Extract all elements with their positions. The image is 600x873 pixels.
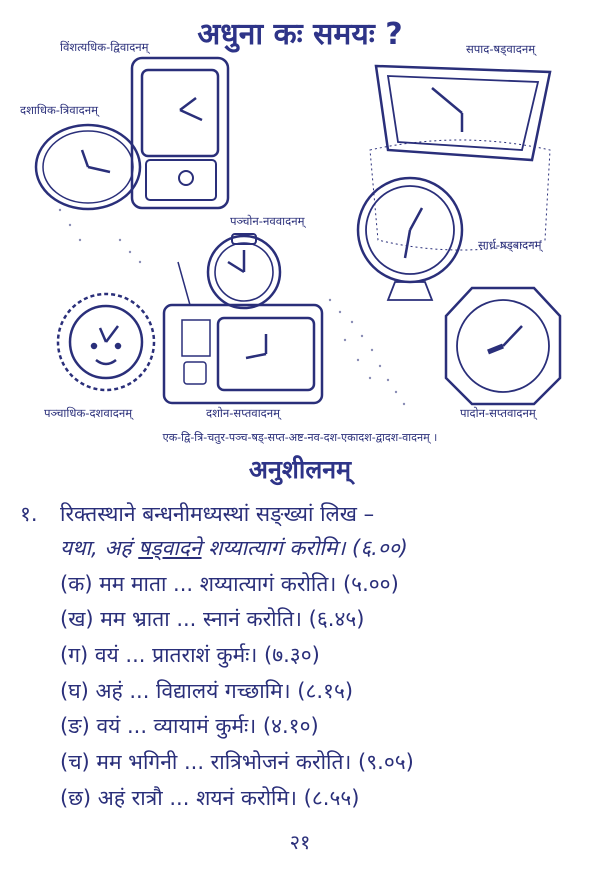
clock-label-4: पञ्चोन-नववादनम् bbox=[230, 214, 305, 228]
alarm-clock-icon bbox=[208, 234, 280, 308]
exercise-item: (ङ) वयं ... व्यायामं कुर्मः। (४.१०) bbox=[60, 714, 319, 738]
exercise-item: (क) मम माता ... शय्यात्यागं करोति। (५.००) bbox=[60, 572, 399, 596]
numbers-strip: एक-द्वि-त्रि-चतुर-पञ्च-षड्-सप्त-अष्ट-नव-दश-एकादश-द्वादश-वादनम् । bbox=[162, 431, 438, 444]
clock-label-8: पादोन-सप्तवादनम् bbox=[460, 406, 536, 420]
example-line bbox=[60, 534, 408, 562]
wall-clock-icon bbox=[132, 58, 228, 208]
section-heading: अनुशीलनम् bbox=[248, 455, 352, 484]
clock-label-6: पञ्चाधिक-दशवादनम् bbox=[44, 406, 133, 420]
exercise-item: (घ) अहं ... विद्यालयं गच्छामि। (८.१५) bbox=[60, 679, 354, 703]
exercise-number: १. bbox=[20, 502, 38, 526]
round-table-clock-icon bbox=[358, 178, 462, 300]
octagon-clock-icon bbox=[446, 288, 560, 404]
exercise-item: (छ) अहं रात्रौ ... शयनं करोमि। (८.५५) bbox=[60, 786, 360, 810]
clock-label-5: सार्ध-षड्वादनम् bbox=[478, 238, 542, 252]
clock-label-1: विंशत्यधिक-द्विवादनम् bbox=[60, 40, 149, 54]
exercise-item: (ख) मम भ्राता ... स्नानं करोति। (६.४५) bbox=[60, 607, 365, 631]
example-highlight: षड्वादने bbox=[138, 536, 202, 560]
exercise-item: (ग) वयं ... प्रातराशं कुर्मः। (७.३०) bbox=[60, 643, 320, 667]
page-number: २१ bbox=[289, 830, 311, 854]
page-title: अधुना कः समयः ? bbox=[197, 17, 403, 52]
example-prefix: यथा, अहं bbox=[60, 536, 139, 560]
clock-label-2: दशाधिक-त्रिवादनम् bbox=[20, 103, 99, 117]
table-clock-icon bbox=[370, 66, 550, 250]
exercise-instruction: रिक्तस्थाने बन्धनीमध्यस्थां सङ्ख्यां लिख – bbox=[60, 502, 375, 526]
sun-face-clock-icon bbox=[58, 294, 154, 390]
radio-clock-icon bbox=[164, 262, 322, 403]
example-suffix: शय्यात्यागं करोमि। (६.००) bbox=[201, 536, 408, 560]
clock-label-3: सपाद-षड्वादनम् bbox=[466, 42, 536, 56]
exercise-item: (च) मम भगिनी ... रात्रिभोजनं करोति। (९.०५) bbox=[60, 750, 414, 774]
round-wall-clock-icon bbox=[36, 125, 140, 209]
clock-label-7: दशोन-सप्तवादनम् bbox=[206, 406, 281, 420]
